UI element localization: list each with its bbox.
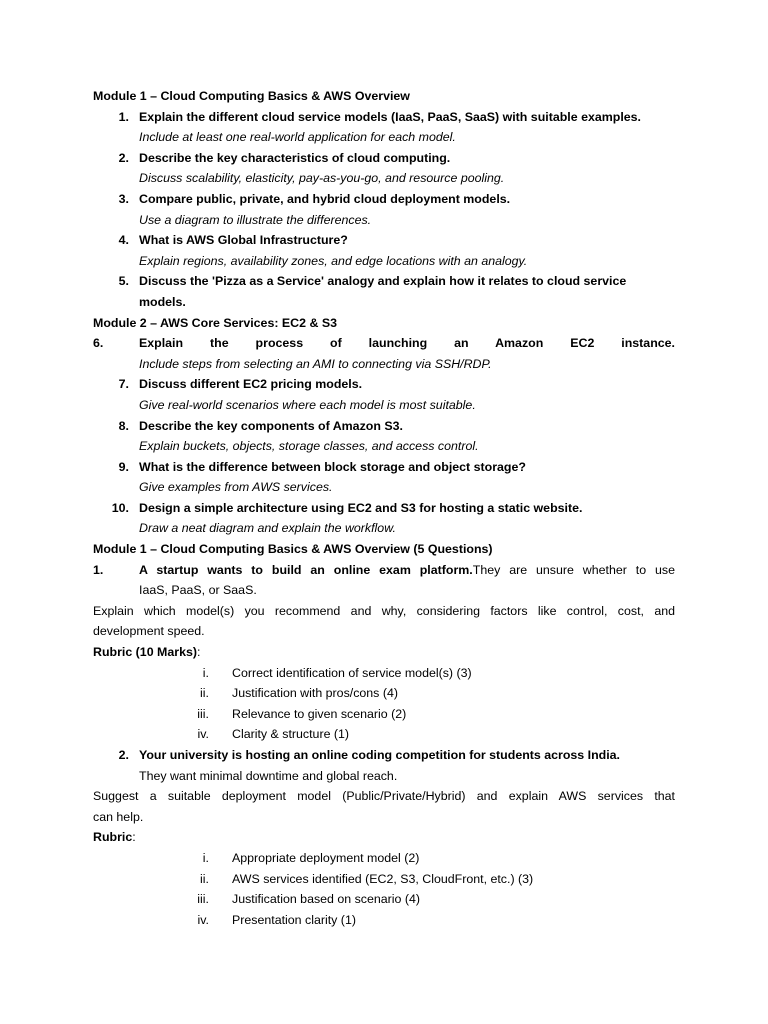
question-text: What is AWS Global Infrastructure?	[139, 233, 348, 248]
scenario-paragraph-continued: development speed.	[93, 624, 205, 639]
scenario-paragraph: Suggest a suitable deployment model (Public/Private/Hybrid) and explain AWS services that	[93, 789, 675, 804]
scenario-text-continued: They want minimal downtime and global reach.	[139, 768, 398, 783]
question-number: 1.	[118, 109, 129, 124]
rubric-text: Correct identification of service model(s) (3)	[232, 665, 472, 680]
question-number: 7.	[118, 377, 129, 392]
module1-question-5	[93, 271, 675, 312]
module1-question-3	[93, 189, 675, 230]
question-number: 5.	[118, 274, 129, 289]
rubric-item	[93, 889, 675, 910]
module2-question-6	[93, 333, 675, 374]
question-text: Discuss the 'Pizza as a Service' analogy and explain how it relates to cloud service	[139, 274, 627, 289]
module1-heading: Module 1 – Cloud Computing Basics & AWS Overview	[93, 89, 410, 103]
question-hint: Use a diagram to illustrate the differences.	[139, 212, 372, 227]
module1b-heading: Module 1 – Cloud Computing Basics & AWS Overview (5 Questions)	[93, 542, 493, 557]
question-text: Compare public, private, and hybrid cloud deployment models.	[139, 191, 511, 206]
question-hint: Discuss scalability, elasticity, pay-as-you-go, and resource pooling.	[139, 171, 505, 186]
rubric-item	[93, 869, 675, 890]
rubric-item	[93, 663, 675, 684]
document-content	[93, 86, 675, 930]
question-number: 3.	[118, 191, 129, 206]
rubric-number: ii.	[200, 686, 209, 701]
rubric-text: Relevance to given scenario (2)	[232, 706, 407, 721]
question-text: Explain the different cloud service models (IaaS, PaaS, SaaS) with suitable examples.	[139, 109, 641, 124]
scenario-bold-text: A startup wants to build an online exam platform.	[139, 562, 473, 577]
rubric-label: Rubric	[93, 830, 133, 845]
question-number: 1.	[93, 562, 104, 577]
question-hint: Include steps from selecting an AMI to connecting via SSH/RDP.	[139, 356, 492, 371]
question-hint: Explain regions, availability zones, and edge locations with an analogy.	[139, 253, 528, 268]
module2-question-9	[93, 457, 675, 498]
scenario-paragraph: Explain which model(s) you recommend and why, considering factors like control, cost, and	[93, 603, 675, 618]
question-hint: Draw a neat diagram and explain the workflow.	[139, 521, 396, 536]
module1-question-1	[93, 107, 675, 148]
rubric-label: Rubric (10 Marks)	[93, 645, 197, 660]
rubric-item	[93, 704, 675, 725]
rubric-item	[93, 683, 675, 704]
rubric-item	[93, 910, 675, 931]
question-text: Describe the key components of Amazon S3.	[139, 418, 403, 433]
scenario-text-continued: IaaS, PaaS, or SaaS.	[139, 583, 257, 598]
module2-question-7	[93, 374, 675, 415]
scenario-paragraph-continued: can help.	[93, 809, 144, 824]
rubric-text: Clarity & structure (1)	[232, 727, 350, 742]
rubric-number: i.	[202, 665, 209, 680]
question-number: 6.	[93, 336, 104, 351]
question-number: 8.	[118, 418, 129, 433]
scenario-text: They are unsure whether to use	[472, 562, 675, 577]
rubric-number: iv.	[197, 727, 209, 742]
question-hint: Include at least one real-world application for each model.	[139, 130, 456, 145]
module2-heading: Module 2 – AWS Core Services: EC2 & S3	[93, 315, 337, 330]
question-text-continued: models.	[139, 294, 186, 309]
rubric-number: i.	[202, 850, 209, 865]
rubric-text: Appropriate deployment model (2)	[232, 850, 420, 865]
question-hint: Give real-world scenarios where each model is most suitable.	[139, 397, 476, 412]
rubric-text: Justification based on scenario (4)	[232, 892, 421, 907]
question-text: Design a simple architecture using EC2 and S3 for hosting a static website.	[139, 500, 583, 515]
rubric-item	[93, 848, 675, 869]
question-number: 2.	[118, 748, 129, 762]
question-text: Describe the key characteristics of cloud computing.	[139, 150, 451, 165]
module1-question-2	[93, 148, 675, 189]
rubric-item	[93, 724, 675, 745]
rubric-text: AWS services identified (EC2, S3, CloudFront, etc.) (3)	[232, 871, 534, 886]
question-hint: Give examples from AWS services.	[139, 480, 333, 495]
question-number: 2.	[118, 150, 129, 165]
question-number: 10.	[111, 500, 129, 515]
question-text: Explain the process of launching an Amazon EC2 instance.	[139, 336, 675, 351]
rubric-colon: :	[132, 830, 136, 845]
question-hint: Explain buckets, objects, storage classes, and access control.	[139, 439, 479, 454]
question-number: 4.	[118, 233, 129, 248]
scenario-question-2	[93, 745, 675, 930]
module1-question-4	[93, 230, 675, 271]
scenario-bold-text: Your university is hosting an online coding competition for students across India.	[139, 748, 620, 762]
question-number: 9.	[118, 459, 129, 474]
question-text: Discuss different EC2 pricing models.	[139, 377, 363, 392]
question-text: What is the difference between block storage and object storage?	[139, 459, 526, 474]
rubric-number: iii.	[197, 892, 209, 907]
rubric-number: iv.	[197, 912, 209, 927]
module2-question-10	[93, 498, 675, 539]
scenario-question-1	[93, 560, 675, 745]
rubric-text: Presentation clarity (1)	[232, 912, 356, 927]
rubric-text: Justification with pros/cons (4)	[232, 686, 398, 701]
rubric-colon: :	[196, 645, 201, 660]
module2-question-8	[93, 416, 675, 457]
rubric-number: ii.	[200, 871, 209, 886]
rubric-number: iii.	[197, 706, 209, 721]
